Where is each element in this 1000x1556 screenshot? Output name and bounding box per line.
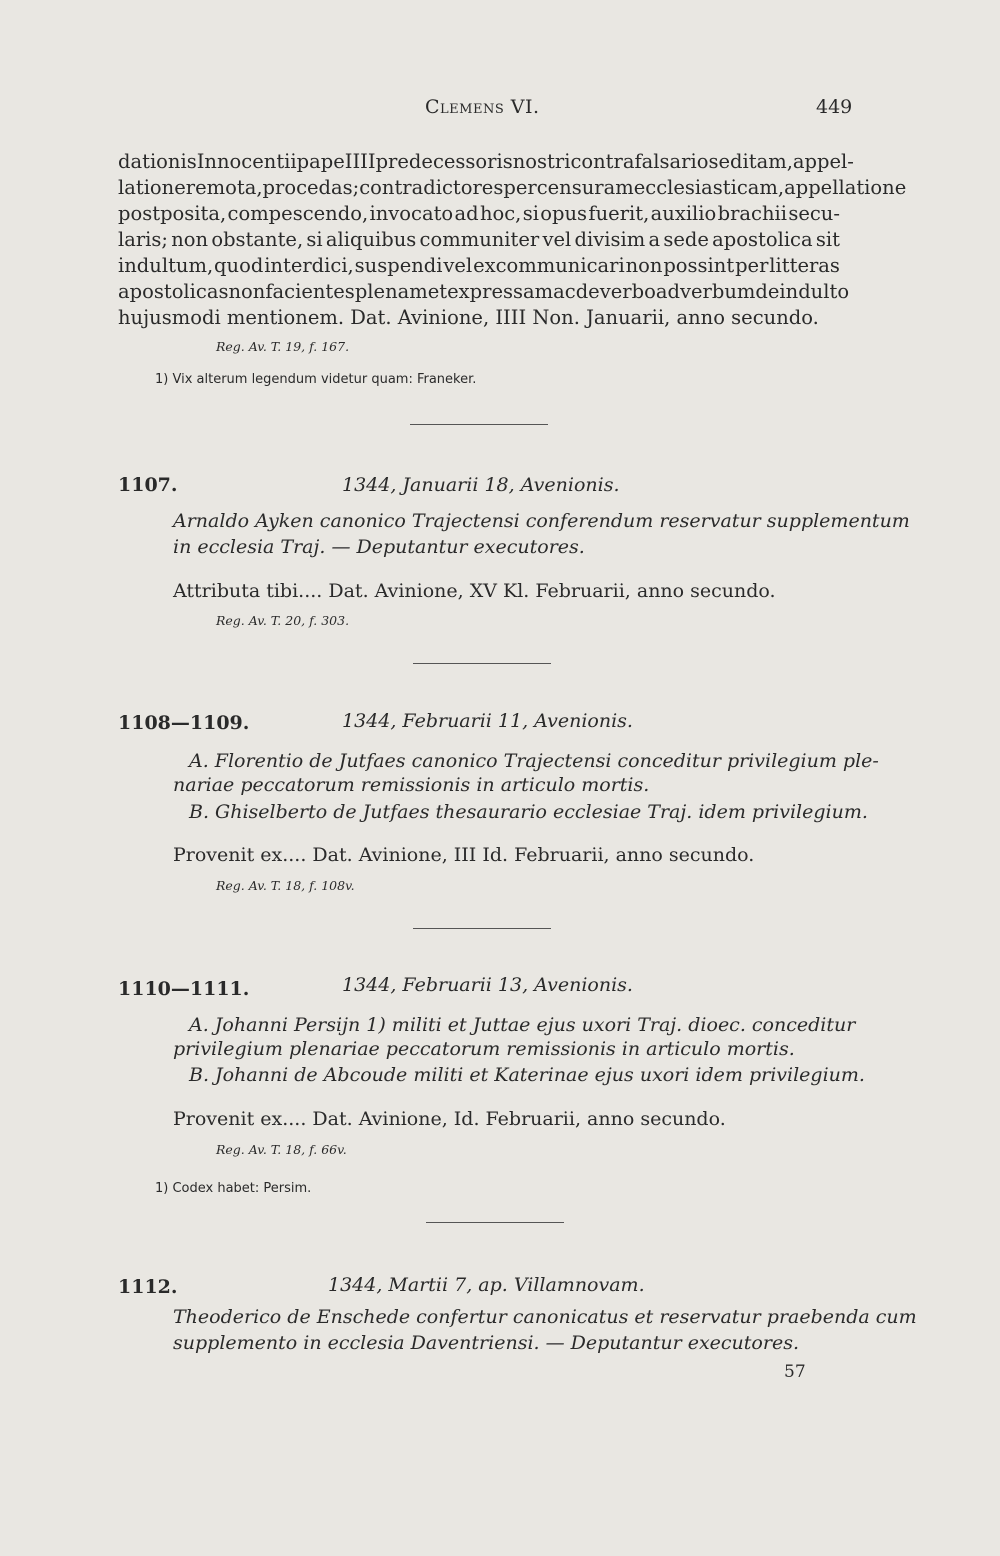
- page-number: 449: [816, 96, 853, 118]
- intro-line: laris; non obstante, si aliquibus communiter vel divisim a sede apostolica sit: [118, 228, 840, 251]
- entry-date: 1344, Februarii 13, Avenionis.: [342, 974, 633, 996]
- entry-text-line: nariae peccatorum remissionis in articulo mortis.: [173, 774, 650, 796]
- entry-number: 1108—1109.: [118, 712, 250, 734]
- intro-line: apostolicas non facientes plenam et expressam ac de verbo ad verbum de indulto: [118, 280, 850, 303]
- signature-mark: 57: [784, 1362, 806, 1382]
- footnote: 1) Codex habet: Persim.: [155, 1181, 312, 1196]
- entry-closing: Attributa tibi.... Dat. Avinione, XV Kl. Februarii, anno secundo.: [173, 580, 776, 602]
- running-head-title: Clemens VI.: [425, 96, 540, 118]
- section-divider: [413, 663, 551, 664]
- section-divider: [426, 1222, 564, 1223]
- footnote: 1) Vix alterum legendum videtur quam: Franeker.: [155, 372, 477, 387]
- entry-number: 1112.: [118, 1276, 178, 1298]
- entry-text-line: in ecclesia Traj. — Deputantur executores.: [173, 536, 585, 558]
- entry-closing: Provenit ex.... Dat. Avinione, Id. Februarii, anno secundo.: [173, 1108, 726, 1130]
- entry-text-line: B. Johanni de Abcoude militi et Katerinae ejus uxori idem privilegium.: [189, 1064, 865, 1086]
- register-reference: Reg. Av. T. 18, f. 66v.: [216, 1142, 347, 1157]
- entry-text-line: Arnaldo Ayken canonico Trajectensi conferendum reservatur supplementum: [173, 510, 910, 532]
- entry-date: 1344, Februarii 11, Avenionis.: [342, 710, 633, 732]
- entry-number: 1110—1111.: [118, 978, 250, 1000]
- section-divider: [413, 928, 551, 929]
- register-reference: Reg. Av. T. 20, f. 303.: [216, 613, 350, 628]
- entry-text-line: Theoderico de Enschede confertur canonicatus et reservatur praebenda cum: [173, 1306, 917, 1328]
- entry-number: 1107.: [118, 474, 178, 496]
- section-divider: [410, 424, 548, 425]
- intro-line: latione remota, procedas; contradictores per censuram ecclesiasticam, appellatione: [118, 176, 907, 199]
- entry-text-line: A. Florentio de Jutfaes canonico Trajectensi conceditur privilegium ple-: [189, 750, 879, 772]
- entry-text-line: A. Johanni Persijn 1) militi et Juttae ejus uxori Traj. dioec. conceditur: [189, 1014, 856, 1036]
- entry-text-line: privilegium plenariae peccatorum remissionis in articulo mortis.: [173, 1038, 795, 1060]
- entry-closing: Provenit ex.... Dat. Avinione, III Id. Februarii, anno secundo.: [173, 844, 755, 866]
- intro-line: hujusmodi mentionem. Dat. Avinione, IIII Non. Januarii, anno secundo.: [118, 306, 819, 329]
- register-reference: Reg. Av. T. 18, f. 108v.: [216, 878, 355, 893]
- intro-line: postposita, compescendo, invocato ad hoc, si opus fuerit, auxilio brachii secu-: [118, 202, 840, 225]
- entry-text-line: supplemento in ecclesia Daventriensi. — Deputantur executores.: [173, 1332, 799, 1354]
- entry-text-line: B. Ghiselberto de Jutfaes thesaurario ecclesiae Traj. idem privilegium.: [189, 801, 868, 823]
- intro-line: dationis Innocentii pape IIII predecessoris nostri contra falsarios editam, appel-: [118, 150, 854, 173]
- register-reference: Reg. Av. T. 19, f. 167.: [216, 339, 350, 354]
- entry-date: 1344, Januarii 18, Avenionis.: [342, 474, 620, 496]
- intro-line: indultum, quod interdici, suspendi vel excommunicari non possint per litteras: [118, 254, 840, 277]
- entry-date: 1344, Martii 7, ap. Villamnovam.: [328, 1274, 645, 1296]
